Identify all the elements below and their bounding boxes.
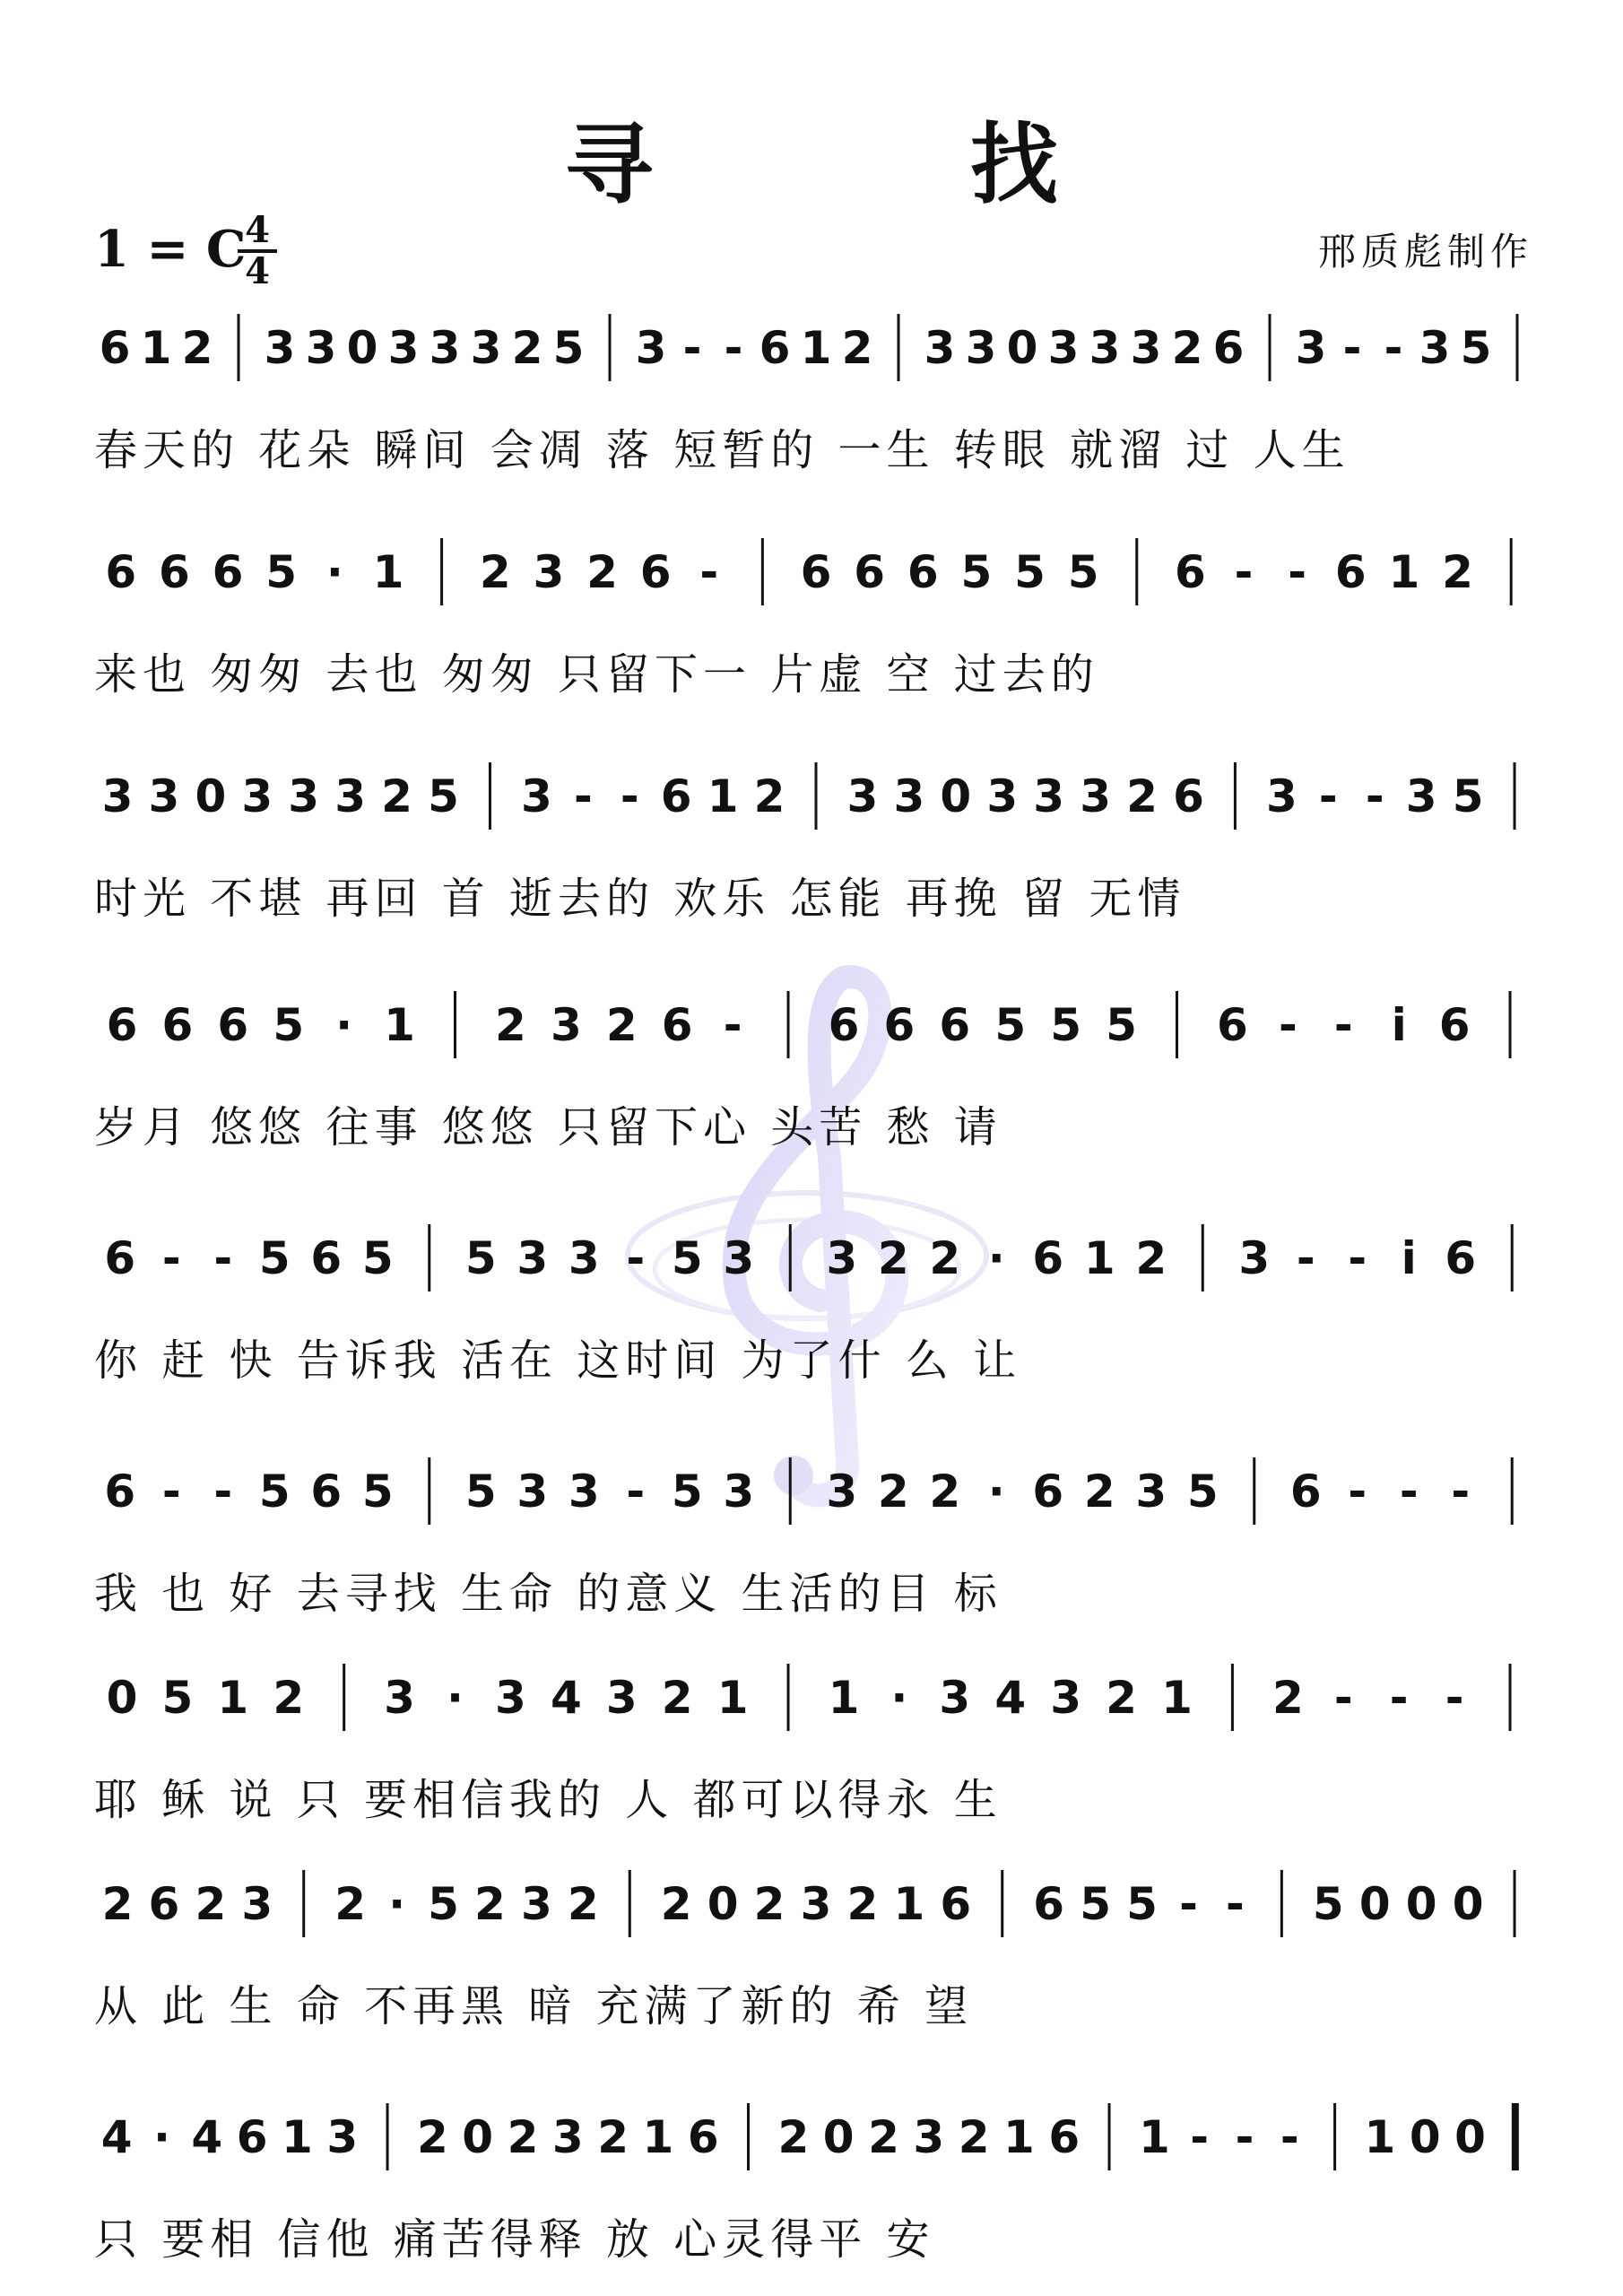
note: 2 bbox=[479, 546, 511, 598]
note: - bbox=[1296, 1232, 1315, 1284]
note: 5 bbox=[1126, 1878, 1158, 1930]
note: 3 bbox=[939, 1672, 971, 1724]
note: - bbox=[213, 1232, 233, 1284]
note: 6 bbox=[161, 999, 194, 1051]
note: 2 bbox=[958, 2111, 990, 2163]
note: 3 bbox=[520, 1878, 552, 1930]
lyric-line: 只 要相 信他 痛苦得释 放 心灵得平 安 bbox=[94, 2214, 935, 2265]
note: 3 bbox=[516, 1465, 549, 1518]
note: 2 bbox=[334, 1878, 367, 1930]
key-signature: 1 = C bbox=[94, 220, 247, 279]
note: 6 bbox=[940, 1878, 972, 1930]
note: 2 bbox=[753, 770, 785, 822]
note: 6 bbox=[907, 546, 939, 598]
note: 3 bbox=[1135, 1465, 1167, 1518]
note: 0 bbox=[1454, 2111, 1486, 2163]
note: 6 bbox=[687, 2111, 719, 2163]
arranger-credit: 邢质彪制作 bbox=[1317, 230, 1533, 274]
note: i bbox=[1401, 1232, 1417, 1284]
time-signature-bottom: 4 bbox=[245, 250, 270, 292]
note: 1 bbox=[716, 1672, 749, 1724]
note: 2 bbox=[846, 1878, 879, 1930]
note: 6 bbox=[1048, 2111, 1081, 2163]
note: - bbox=[724, 322, 743, 374]
note: 5 bbox=[273, 999, 305, 1051]
note: 2 bbox=[753, 1878, 785, 1930]
note: 3 bbox=[1047, 322, 1080, 374]
note: 5 bbox=[361, 1232, 394, 1284]
note: 6 bbox=[1334, 546, 1367, 598]
note: 6 bbox=[1173, 770, 1204, 822]
notation-line bbox=[94, 309, 1538, 395]
note: 2 bbox=[877, 1232, 909, 1284]
note: - bbox=[573, 770, 593, 822]
note: - bbox=[1451, 1465, 1471, 1518]
note: 2 bbox=[661, 1672, 693, 1724]
note: - bbox=[1389, 1672, 1409, 1724]
note: - bbox=[1234, 546, 1254, 598]
note: 3 bbox=[429, 322, 461, 374]
note: 5 bbox=[960, 546, 993, 598]
note: 5 bbox=[552, 322, 585, 374]
note: 6 bbox=[639, 546, 672, 598]
note: 6 bbox=[854, 546, 886, 598]
note: 1 bbox=[707, 770, 739, 822]
note: 3 bbox=[826, 1232, 858, 1284]
note: 2 bbox=[1083, 1465, 1115, 1518]
note: 3 bbox=[288, 770, 320, 822]
note: 3 bbox=[384, 1672, 415, 1724]
note: - bbox=[1235, 2111, 1254, 2163]
note: · bbox=[325, 546, 343, 598]
note: 4 bbox=[191, 2111, 223, 2163]
note: 6 bbox=[800, 546, 832, 598]
note: 5 bbox=[1014, 546, 1046, 598]
note: 3 bbox=[1130, 322, 1162, 374]
note: 1 bbox=[642, 2111, 674, 2163]
note: 2 bbox=[1271, 1672, 1304, 1724]
lyric-line: 时光 不堪 再回 首 逝去的 欢乐 怎能 再挽 留 无情 bbox=[94, 874, 1186, 924]
note: 6 bbox=[104, 1465, 136, 1518]
note: 6 bbox=[99, 322, 131, 374]
note: 2 bbox=[495, 999, 526, 1051]
note: 3 bbox=[723, 1232, 755, 1284]
note: i bbox=[1391, 999, 1407, 1051]
note: 5 bbox=[428, 1878, 459, 1930]
note: 0 bbox=[707, 1878, 739, 1930]
note: · bbox=[890, 1672, 908, 1724]
note: 5 bbox=[258, 1465, 291, 1518]
notation-line bbox=[94, 1220, 1538, 1305]
note: 0 bbox=[1405, 1878, 1437, 1930]
note: 6 bbox=[1289, 1465, 1322, 1518]
note: · bbox=[987, 1465, 1005, 1518]
note: - bbox=[161, 1465, 181, 1518]
note: 1 bbox=[140, 322, 172, 374]
note: 5 bbox=[1080, 1878, 1112, 1930]
note: 3 bbox=[1295, 322, 1327, 374]
note: 3 bbox=[846, 770, 879, 822]
note: 6 bbox=[1445, 1232, 1477, 1284]
note: 6 bbox=[159, 546, 190, 598]
note: 2 bbox=[273, 1672, 305, 1724]
note: - bbox=[723, 999, 742, 1051]
note: 6 bbox=[236, 2111, 268, 2163]
note: 2 bbox=[511, 322, 543, 374]
note: - bbox=[1348, 1465, 1367, 1518]
note: 1 bbox=[384, 999, 415, 1051]
note: - bbox=[1226, 1878, 1245, 1930]
note: 2 bbox=[877, 1465, 909, 1518]
note: 5 bbox=[464, 1465, 497, 1518]
note: 3 bbox=[723, 1465, 755, 1518]
note: · bbox=[388, 1878, 406, 1930]
note: - bbox=[1333, 999, 1353, 1051]
note: 1 bbox=[1083, 1232, 1115, 1284]
note: 6 bbox=[148, 1878, 180, 1930]
note: 0 bbox=[1358, 1878, 1391, 1930]
note: - bbox=[1342, 322, 1362, 374]
note: - bbox=[1333, 1672, 1353, 1724]
note: · bbox=[987, 1232, 1005, 1284]
note: 3 bbox=[1033, 770, 1065, 822]
note: 4 bbox=[100, 2111, 133, 2163]
note: · bbox=[447, 1672, 464, 1724]
note: 2 bbox=[841, 322, 873, 374]
note: 3 bbox=[1405, 770, 1437, 822]
note: 3 bbox=[568, 1465, 600, 1518]
note: 2 bbox=[567, 1878, 599, 1930]
note: - bbox=[1190, 2111, 1210, 2163]
note: 3 bbox=[893, 770, 925, 822]
notation-line bbox=[94, 1659, 1538, 1744]
note: 6 bbox=[1212, 322, 1245, 374]
lyric-line: 耶 稣 说 只 要相信我的 人 都可以得永 生 bbox=[94, 1775, 1002, 1825]
note: 5 bbox=[1452, 770, 1484, 822]
notation-line bbox=[94, 2099, 1538, 2184]
note: 2 bbox=[416, 2111, 448, 2163]
note: 3 bbox=[387, 322, 420, 374]
lyric-line: 岁月 悠悠 往事 悠悠 只留下心 头苦 愁 请 bbox=[94, 1102, 1002, 1152]
note: 5 bbox=[671, 1465, 703, 1518]
note: - bbox=[626, 1232, 646, 1284]
note: 3 bbox=[520, 770, 552, 822]
note: 0 bbox=[106, 1672, 138, 1724]
note: 0 bbox=[940, 770, 972, 822]
note: 6 bbox=[310, 1465, 343, 1518]
note: 1 bbox=[1003, 2111, 1035, 2163]
note: 4 bbox=[550, 1672, 582, 1724]
note: - bbox=[1365, 770, 1384, 822]
note: 2 bbox=[660, 1878, 692, 1930]
notation-line bbox=[94, 758, 1538, 843]
note: 1 bbox=[372, 546, 404, 598]
note: 2 bbox=[929, 1465, 961, 1518]
note: - bbox=[1384, 322, 1403, 374]
song-title: 寻 找 bbox=[564, 113, 1202, 216]
note: 0 bbox=[822, 2111, 855, 2163]
note: 6 bbox=[1438, 999, 1471, 1051]
note: 6 bbox=[883, 999, 916, 1051]
note: 5 bbox=[1067, 546, 1099, 598]
note: 3 bbox=[924, 322, 956, 374]
note: 1 bbox=[1388, 546, 1420, 598]
note: 3 bbox=[1089, 322, 1121, 374]
note: 6 bbox=[1032, 1232, 1064, 1284]
note: 2 bbox=[101, 1878, 134, 1930]
note: - bbox=[213, 1465, 233, 1518]
note: 0 bbox=[1452, 1878, 1484, 1930]
lyric-line: 春天的 花朵 瞬间 会凋 落 短暂的 一生 转眼 就溜 过 人生 bbox=[94, 425, 1350, 475]
note: 6 bbox=[660, 770, 692, 822]
note: 6 bbox=[217, 999, 249, 1051]
note: 1 bbox=[828, 1672, 860, 1724]
note: 3 bbox=[470, 322, 502, 374]
note: - bbox=[1318, 770, 1338, 822]
note: 3 bbox=[101, 770, 134, 822]
note: 6 bbox=[1175, 546, 1206, 598]
note: 5 bbox=[161, 1672, 194, 1724]
notation-line bbox=[94, 1866, 1538, 1951]
note: - bbox=[626, 1465, 646, 1518]
note: - bbox=[1445, 1672, 1464, 1724]
note: 0 bbox=[462, 2111, 494, 2163]
note: 2 bbox=[1442, 546, 1473, 598]
note: 5 bbox=[361, 1465, 394, 1518]
note: 3 bbox=[605, 1672, 638, 1724]
note: 3 bbox=[148, 770, 180, 822]
note: 4 bbox=[994, 1672, 1027, 1724]
note: 5 bbox=[1106, 999, 1137, 1051]
note: 3 bbox=[826, 1465, 858, 1518]
note: 2 bbox=[1135, 1232, 1167, 1284]
note: - bbox=[1278, 999, 1298, 1051]
note: - bbox=[1280, 2111, 1299, 2163]
note: - bbox=[699, 546, 719, 598]
note: 5 bbox=[258, 1232, 291, 1284]
note: 6 bbox=[212, 546, 244, 598]
note: 6 bbox=[1217, 999, 1248, 1051]
note: 2 bbox=[868, 2111, 899, 2163]
note: 2 bbox=[181, 322, 213, 374]
note: 3 bbox=[533, 546, 565, 598]
note: 2 bbox=[1106, 1672, 1137, 1724]
note: 2 bbox=[195, 1878, 227, 1930]
note: - bbox=[620, 770, 639, 822]
note: 3 bbox=[1050, 1672, 1082, 1724]
note: 1 bbox=[1138, 2111, 1170, 2163]
note: 1 bbox=[1364, 2111, 1396, 2163]
lyric-line: 我 也 好 去寻找 生命 的意义 生活的目 标 bbox=[94, 1569, 1002, 1619]
note: 5 bbox=[1312, 1878, 1344, 1930]
note: 1 bbox=[800, 322, 832, 374]
note: 3 bbox=[1080, 770, 1112, 822]
note: 1 bbox=[217, 1672, 249, 1724]
note: - bbox=[682, 322, 702, 374]
note: 6 bbox=[104, 1232, 136, 1284]
notation-line bbox=[94, 1453, 1538, 1538]
note: - bbox=[1288, 546, 1307, 598]
note: 2 bbox=[597, 2111, 629, 2163]
lyric-line: 从 此 生 命 不再黑 暗 充满了新的 希 望 bbox=[94, 1981, 974, 2031]
note: 5 bbox=[428, 770, 459, 822]
note: 3 bbox=[305, 322, 337, 374]
note: · bbox=[152, 2111, 170, 2163]
note: 1 bbox=[893, 1878, 925, 1930]
note: 3 bbox=[568, 1232, 600, 1284]
note: 2 bbox=[777, 2111, 810, 2163]
note: 3 bbox=[1265, 770, 1298, 822]
note: 6 bbox=[1033, 1878, 1065, 1930]
notation-line bbox=[94, 987, 1538, 1072]
note: 2 bbox=[1126, 770, 1158, 822]
note: 3 bbox=[1238, 1232, 1271, 1284]
note: 3 bbox=[516, 1232, 549, 1284]
note: - bbox=[1348, 1232, 1367, 1284]
note: 3 bbox=[241, 770, 273, 822]
lyric-line: 来也 匆匆 去也 匆匆 只留下一 片虚 空 过去的 bbox=[94, 649, 1099, 700]
note: 0 bbox=[1409, 2111, 1441, 2163]
note: 2 bbox=[474, 1878, 506, 1930]
note: 2 bbox=[929, 1232, 961, 1284]
note: 3 bbox=[264, 322, 296, 374]
lyric-line: 你 赶 快 告诉我 活在 这时间 为了什 么 让 bbox=[94, 1335, 1022, 1386]
note: 5 bbox=[464, 1232, 497, 1284]
note: 6 bbox=[1032, 1465, 1064, 1518]
note: 3 bbox=[551, 2111, 584, 2163]
note: 3 bbox=[965, 322, 997, 374]
note: 6 bbox=[939, 999, 971, 1051]
note: 3 bbox=[241, 1878, 273, 1930]
note: 3 bbox=[550, 999, 582, 1051]
note: 1 bbox=[282, 2111, 313, 2163]
note: 2 bbox=[1171, 322, 1203, 374]
note: 3 bbox=[495, 1672, 526, 1724]
note: 6 bbox=[828, 999, 860, 1051]
note: 5 bbox=[1186, 1465, 1219, 1518]
note: · bbox=[335, 999, 353, 1051]
note: 2 bbox=[605, 999, 638, 1051]
note: 3 bbox=[334, 770, 367, 822]
note: 5 bbox=[1460, 322, 1492, 374]
note: - bbox=[161, 1232, 181, 1284]
note: 5 bbox=[265, 546, 298, 598]
note: 0 bbox=[195, 770, 227, 822]
note: 6 bbox=[759, 322, 791, 374]
note: 3 bbox=[635, 322, 667, 374]
note: 2 bbox=[381, 770, 412, 822]
note: 3 bbox=[913, 2111, 945, 2163]
note: 3 bbox=[1419, 322, 1451, 374]
note: 0 bbox=[346, 322, 378, 374]
note: 2 bbox=[586, 546, 618, 598]
note: 5 bbox=[994, 999, 1027, 1051]
time-signature-top: 4 bbox=[245, 209, 270, 251]
note: 3 bbox=[986, 770, 1019, 822]
note: - bbox=[1179, 1878, 1198, 1930]
note: 6 bbox=[310, 1232, 343, 1284]
note: 3 bbox=[326, 2111, 359, 2163]
note: 2 bbox=[507, 2111, 539, 2163]
note: 6 bbox=[105, 546, 137, 598]
note: 0 bbox=[1006, 322, 1038, 374]
note: 5 bbox=[671, 1232, 703, 1284]
note: - bbox=[1399, 1465, 1419, 1518]
time-signature bbox=[238, 209, 277, 292]
note: 6 bbox=[661, 999, 693, 1051]
note: 6 bbox=[106, 999, 138, 1051]
note: 5 bbox=[1050, 999, 1082, 1051]
note: 3 bbox=[800, 1878, 832, 1930]
notation-line bbox=[94, 534, 1538, 619]
note: 1 bbox=[1161, 1672, 1193, 1724]
